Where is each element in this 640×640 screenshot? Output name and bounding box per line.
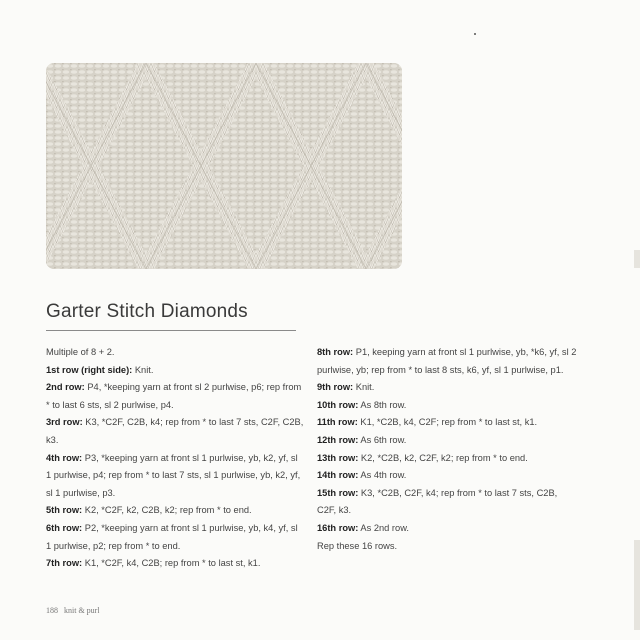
instruction-row [317, 467, 577, 485]
row-label: 15th row: [317, 487, 359, 498]
row-text: As 4th row. [358, 470, 407, 481]
pattern-title: Garter Stitch Diamonds [46, 301, 248, 322]
row-label: 5th row: [46, 505, 83, 516]
row-label: 9th row: [317, 382, 354, 393]
row-text: K1, *C2F, k4, C2B; rep from * to last st, k1. [82, 558, 261, 569]
row-text: P1, keeping yarn at front sl 1 purlwise, yb, *k6, yf, sl 2 purlwise, yb; rep from * to last 8 sts, k6, yf, sl 1 purlwise, p1. [317, 347, 577, 375]
instruction-row [317, 379, 577, 397]
row-label: 16th row: [317, 522, 359, 533]
row-text: K1, *C2B, k4, C2F; rep from * to last st, k1. [357, 417, 538, 428]
instructions-right-column [317, 344, 577, 555]
speck [474, 33, 476, 35]
instruction-row [317, 520, 577, 538]
row-text: P4, *keeping yarn at front sl 2 purlwise, p6; rep from * to last 6 sts, sl 2 purlwise, p4. [46, 382, 302, 410]
row-label: 3rd row: [46, 417, 83, 428]
book-title: knit & purl [64, 606, 100, 615]
row-text: Multiple of 8 + 2. [46, 347, 115, 357]
instructions-left-column [46, 344, 304, 573]
row-label: 13th row: [317, 452, 359, 463]
swatch-photo [46, 63, 402, 269]
row-label: 2nd row: [46, 382, 85, 393]
instruction-row [317, 450, 577, 468]
instruction-row [317, 414, 577, 432]
row-text: P3, *keeping yarn at front sl 1 purlwise, yb, k2, yf, sl 1 purlwise, p4; rep from * to last 7 sts, sl 1 purlwise, yb, k2, yf, sl 1 purlwise, p3. [46, 452, 301, 498]
row-label: 8th row: [317, 347, 354, 357]
instruction-row [317, 344, 577, 379]
instruction-row [317, 485, 577, 520]
row-text: K2, *C2F, k2, C2B, k2; rep from * to end. [82, 505, 252, 516]
instruction-row [46, 520, 304, 555]
row-text: K3, *C2F, C2B, k4; rep from * to last 7 sts, C2F, C2B, k3. [46, 417, 304, 445]
row-label: 12th row: [317, 434, 359, 445]
instruction-row [317, 538, 577, 556]
instruction-row [317, 397, 577, 415]
instruction-row [46, 379, 304, 414]
title-divider [46, 330, 296, 331]
knit-swatch-image [46, 63, 402, 269]
row-label: 11th row: [317, 417, 358, 428]
row-text: K3, *C2B, C2F, k4; rep from * to last 7 sts, C2B, C2F, k3. [317, 487, 558, 516]
instruction-row [46, 344, 304, 362]
row-text: As 2nd row. [358, 522, 409, 533]
row-text: Knit. [132, 364, 154, 375]
page-number: 188 [46, 606, 58, 615]
instruction-row [46, 414, 304, 449]
page-edge-mark [634, 250, 640, 268]
row-label: 10th row: [317, 399, 359, 410]
row-text: K2, *C2B, k2, C2F, k2; rep from * to end. [358, 452, 528, 463]
instruction-row [46, 450, 304, 503]
page-edge-mark [634, 540, 640, 630]
row-label: 7th row: [46, 558, 83, 569]
row-text: P2, *keeping yarn at front sl 1 purlwise, yb, k4, yf, sl 1 purlwise, p2; rep from * to end. [46, 522, 298, 551]
row-label: 4th row: [46, 452, 83, 463]
row-text: As 6th row. [358, 434, 407, 445]
row-text: Knit. [353, 382, 375, 393]
row-label: 14th row: [317, 470, 359, 481]
instruction-row [46, 502, 304, 520]
page-footer [46, 606, 100, 615]
instruction-row [317, 432, 577, 450]
row-label: 1st row (right side): [46, 364, 133, 375]
row-label: 6th row: [46, 522, 83, 533]
row-text: As 8th row. [358, 399, 407, 410]
instruction-row [46, 362, 304, 380]
instruction-row [46, 555, 304, 573]
row-text: Rep these 16 rows. [317, 540, 398, 551]
